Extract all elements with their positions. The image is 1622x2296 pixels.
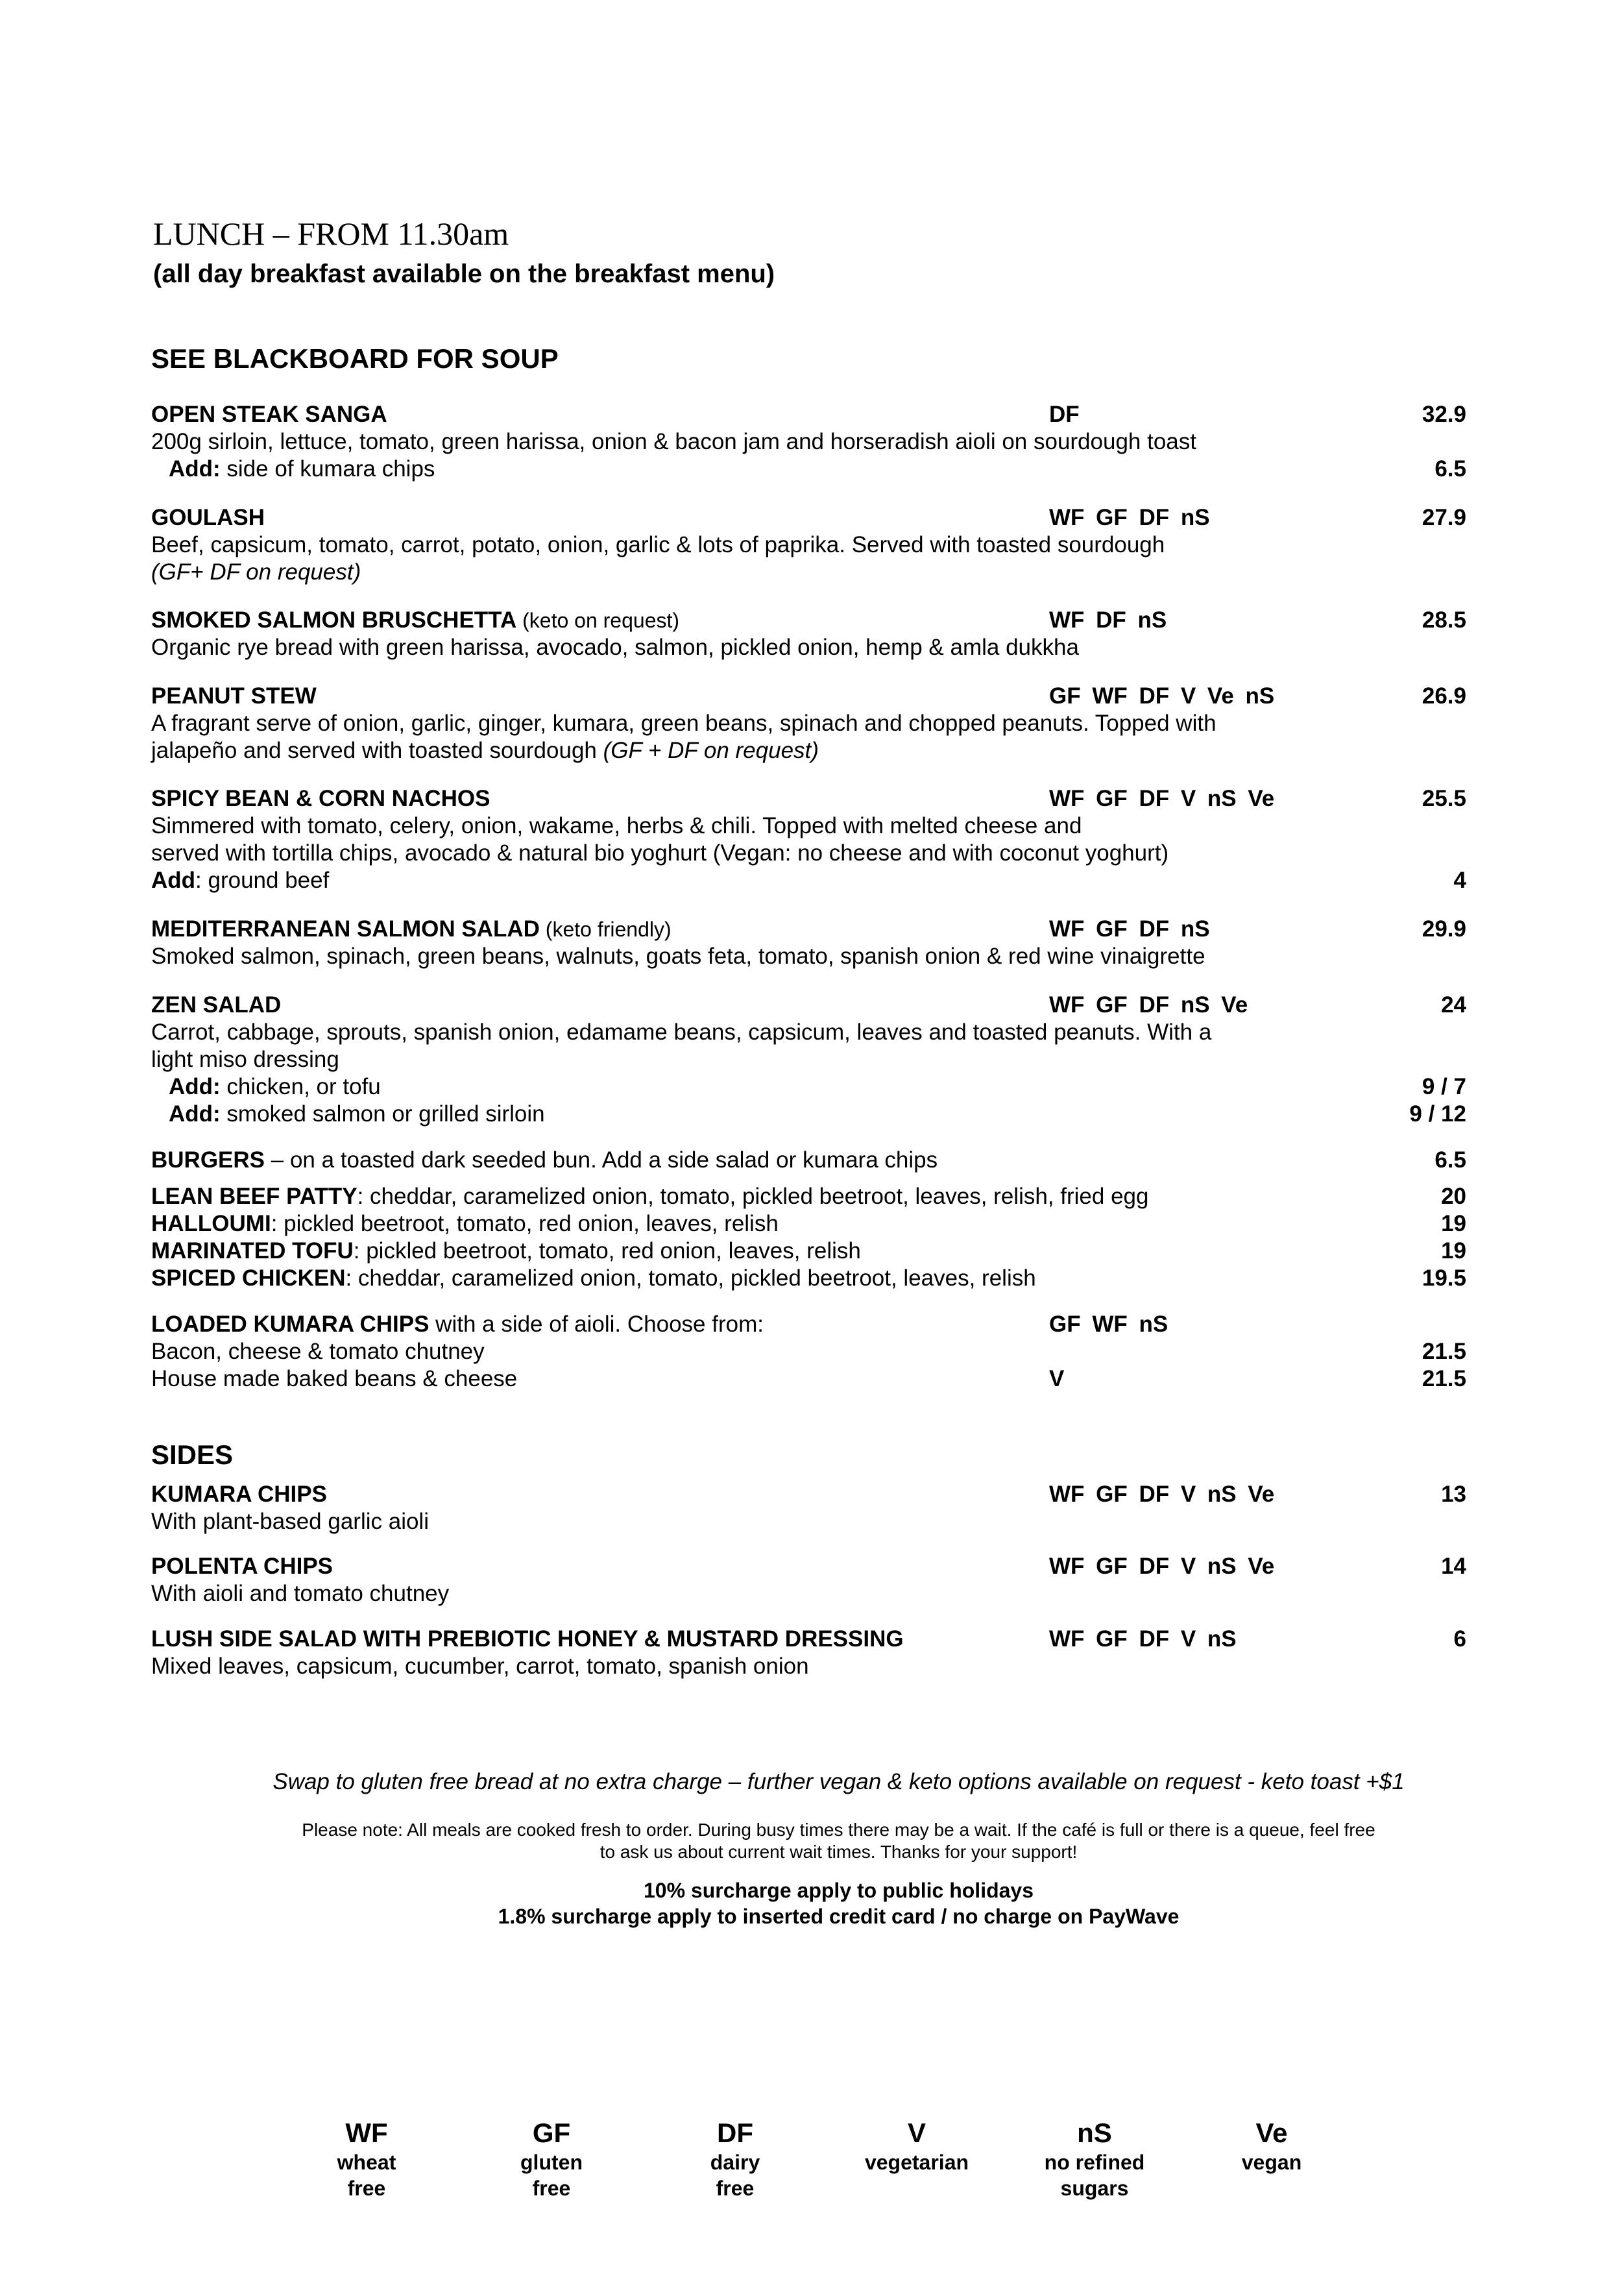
- item-name: LUSH SIDE SALAD WITH PREBIOTIC HONEY & MUSTARD DRESSING: [151, 1626, 904, 1652]
- item-price: 32.9: [1422, 402, 1466, 427]
- addon-text: smoked salmon or grilled sirloin: [220, 1101, 545, 1127]
- menu-item-zen-salad: [151, 992, 1466, 1128]
- legend-label-line1: no refined: [1044, 2151, 1145, 2174]
- item-note: (keto on request): [516, 609, 680, 632]
- item-description: 200g sirloin, lettuce, tomato, green harissa, onion & bacon jam and horseradish aioli on sourdough toast: [151, 429, 1196, 454]
- legend-code: WF: [345, 2118, 388, 2148]
- dietary-tags: WF GF DF V nS Ve: [1049, 1554, 1275, 1579]
- dietary-tags: WF GF DF V nS: [1049, 1626, 1237, 1652]
- menu-item-spicy-bean-corn-nachos: [151, 785, 1466, 894]
- legend-code: nS: [1077, 2118, 1112, 2148]
- burger-price: 20: [1441, 1184, 1466, 1209]
- menu-item-loaded-kumara-chips: [151, 1311, 1466, 1393]
- item-name: BURGERS: [151, 1147, 265, 1173]
- legend-item-ve: [1194, 2117, 1350, 2175]
- item-price: 6: [1453, 1626, 1466, 1652]
- item-addon: [151, 1073, 1466, 1101]
- item-price: 13: [1441, 1482, 1466, 1507]
- burger-option: [151, 1183, 1466, 1210]
- legend-label-line1: vegetarian: [864, 2151, 969, 2174]
- addon-price: 9 / 7: [1422, 1074, 1466, 1099]
- menu-title: LUNCH – FROM 11.30am: [153, 215, 509, 252]
- burger-option: [151, 1238, 1466, 1265]
- legend-item-gf: [474, 2117, 629, 2201]
- item-price: 6.5: [1434, 1147, 1466, 1173]
- credit-card-surcharge: 1.8% surcharge apply to inserted credit card / no charge on PayWave: [498, 1905, 1180, 1928]
- wait-time-line1: Please note: All meals are cooked fresh to order. During busy times there may be a wait. If the café is full or there is a queue, feel free: [302, 1820, 1375, 1840]
- addon-label: Add:: [169, 456, 221, 482]
- item-description: With plant-based garlic aioli: [151, 1509, 429, 1534]
- menu-item-smoked-salmon-bruschetta: [151, 607, 1466, 661]
- dietary-tags: WF GF DF nS Ve: [1049, 992, 1248, 1018]
- loaded-option: [151, 1338, 1466, 1365]
- item-price: 28.5: [1422, 607, 1466, 633]
- legend-item-wf: [289, 2117, 444, 2201]
- item-addon: [151, 867, 1466, 894]
- item-name: SMOKED SALMON BRUSCHETTA: [151, 607, 517, 633]
- dietary-tags: WF GF DF V nS Ve: [1049, 786, 1275, 811]
- item-name: MEDITERRANEAN SALMON SALAD: [151, 916, 540, 942]
- side-item-kumara-chips: [151, 1481, 1466, 1535]
- legend-code: GF: [532, 2118, 571, 2148]
- item-description: Simmered with tomato, celery, onion, wakame, herbs & chili. Topped with melted cheese and: [151, 813, 1082, 838]
- item-price: 24: [1441, 992, 1466, 1018]
- item-description-note: (GF+ DF on request): [151, 559, 361, 585]
- menu-item-mediterranean-salmon-salad: [151, 916, 1466, 970]
- item-addon: [151, 1101, 1466, 1128]
- legend-label-line1: vegan: [1241, 2151, 1302, 2174]
- legend-code: Ve: [1255, 2118, 1288, 2148]
- item-description: With aioli and tomato chutney: [151, 1581, 450, 1606]
- legend-label-line1: dairy: [710, 2151, 760, 2174]
- burger-text: : pickled beetroot, tomato, red onion, leaves, relish: [353, 1238, 861, 1264]
- legend-item-ns: [1017, 2117, 1172, 2201]
- legend-label-line1: wheat: [337, 2151, 396, 2174]
- item-description: Mixed leaves, capsicum, cucumber, carrot, tomato, spanish onion: [151, 1654, 809, 1679]
- burger-text: : cheddar, caramelized onion, tomato, pickled beetroot, leaves, relish, fried egg: [357, 1184, 1149, 1209]
- item-name: POLENTA CHIPS: [151, 1554, 333, 1579]
- addon-price: 9 / 12: [1409, 1101, 1466, 1127]
- option-tags: V: [1049, 1366, 1065, 1391]
- item-note: (keto friendly): [539, 918, 672, 941]
- item-description-line2: [151, 737, 1466, 764]
- item-description: Carrot, cabbage, sprouts, spanish onion, edamame beans, capsicum, leaves and toasted peanuts. With a: [151, 1020, 1212, 1045]
- wait-time-note: [0, 1819, 1622, 1863]
- item-name: PEANUT STEW: [151, 683, 317, 709]
- loaded-option: [151, 1365, 1466, 1393]
- dietary-tags: WF GF DF nS: [1049, 505, 1210, 530]
- burger-price: 19.5: [1422, 1265, 1466, 1291]
- sides-title: SIDES: [151, 1439, 234, 1470]
- dietary-tags: DF: [1049, 402, 1080, 427]
- item-price: 27.9: [1422, 505, 1466, 530]
- legend-label-line2: free: [532, 2177, 571, 2200]
- item-note: – on a toasted dark seeded bun. Add a side salad or kumara chips: [265, 1147, 938, 1173]
- item-description-line2: light miso dressing: [151, 1047, 339, 1072]
- addon-price: 6.5: [1434, 456, 1466, 482]
- item-name: KUMARA CHIPS: [151, 1482, 327, 1507]
- gluten-free-swap-note: Swap to gluten free bread at no extra charge – further vegan & keto options available on request - keto toast +$1: [272, 1769, 1405, 1794]
- item-name: OPEN STEAK SANGA: [151, 402, 387, 427]
- description-note: (GF + DF on request): [603, 738, 819, 763]
- burger-name: HALLOUMI: [151, 1211, 271, 1236]
- legend-code: V: [907, 2118, 926, 2148]
- addon-text: chicken, or tofu: [220, 1074, 381, 1099]
- item-price: 25.5: [1422, 786, 1466, 811]
- burger-text: : pickled beetroot, tomato, red onion, leaves, relish: [271, 1211, 779, 1236]
- option-text: Bacon, cheese & tomato chutney: [151, 1339, 485, 1364]
- burger-price: 19: [1441, 1211, 1466, 1236]
- side-item-polenta-chips: [151, 1553, 1466, 1607]
- dietary-tags: WF GF DF V nS Ve: [1049, 1482, 1275, 1507]
- burger-name: LEAN BEEF PATTY: [151, 1184, 357, 1209]
- surcharge-notice: [0, 1877, 1622, 1929]
- dietary-tags: GF WF nS: [1049, 1312, 1168, 1337]
- wait-time-line2: to ask us about current wait times. Thanks for your support!: [599, 1842, 1078, 1862]
- item-description: A fragrant serve of onion, garlic, ginger, kumara, green beans, spinach and chopped peanuts. Topped with: [151, 711, 1216, 736]
- item-price: 14: [1441, 1554, 1466, 1579]
- option-price: 21.5: [1422, 1366, 1466, 1391]
- legend-label-line2: sugars: [1060, 2177, 1129, 2200]
- menu-item-burgers: [151, 1147, 1466, 1292]
- legend-item-df: [657, 2117, 813, 2201]
- item-name: LOADED KUMARA CHIPS: [151, 1312, 430, 1337]
- soup-notice: SEE BLACKBOARD FOR SOUP: [151, 343, 559, 374]
- side-item-lush-side-salad: [151, 1626, 1466, 1680]
- addon-price: 4: [1453, 868, 1466, 893]
- item-note: with a side of aioli. Choose from:: [429, 1312, 764, 1337]
- dietary-tags: WF GF DF nS: [1049, 916, 1210, 942]
- burger-option: [151, 1265, 1466, 1292]
- item-description: Organic rye bread with green harissa, avocado, salmon, pickled onion, hemp & amla dukkha: [151, 635, 1079, 660]
- legend-item-v: [839, 2117, 995, 2175]
- item-price: 26.9: [1422, 683, 1466, 709]
- item-description: Beef, capsicum, tomato, carrot, potato, onion, garlic & lots of paprika. Served with toasted sourdough: [151, 532, 1165, 557]
- item-description-line2: served with tortilla chips, avocado & natural bio yoghurt (Vegan: no cheese and with coconut yoghurt): [151, 840, 1169, 866]
- addon-label: Add:: [169, 1101, 221, 1127]
- legend-label-line1: gluten: [520, 2151, 583, 2174]
- legend-label-line2: free: [347, 2177, 386, 2200]
- burger-option: [151, 1210, 1466, 1238]
- menu-item-open-steak-sanga: [151, 401, 1466, 483]
- menu-item-peanut-stew: [151, 683, 1466, 764]
- option-price: 21.5: [1422, 1339, 1466, 1364]
- item-name: SPICY BEAN & CORN NACHOS: [151, 786, 490, 811]
- menu-subtitle: (all day breakfast available on the breakfast menu): [153, 260, 775, 288]
- addon-label: Add: [151, 868, 196, 893]
- item-name: ZEN SALAD: [151, 992, 282, 1018]
- addon-label: Add:: [169, 1074, 221, 1099]
- legend-label-line2: free: [716, 2177, 755, 2200]
- legend-code: DF: [717, 2118, 753, 2148]
- dietary-tags: GF WF DF V Ve nS: [1049, 683, 1275, 709]
- description-text: jalapeño and served with toasted sourdough: [151, 738, 603, 763]
- menu-item-goulash: [151, 504, 1466, 586]
- item-addon: [151, 456, 1466, 483]
- item-price: 29.9: [1422, 916, 1466, 942]
- burger-text: : cheddar, caramelized onion, tomato, pickled beetroot, leaves, relish: [345, 1265, 1036, 1291]
- burger-name: SPICED CHICKEN: [151, 1265, 346, 1291]
- item-name: GOULASH: [151, 505, 265, 530]
- option-text: House made baked beans & cheese: [151, 1366, 518, 1391]
- burger-name: MARINATED TOFU: [151, 1238, 354, 1264]
- item-description: Smoked salmon, spinach, green beans, walnuts, goats feta, tomato, spanish onion & red wine vinaigrette: [151, 944, 1205, 969]
- addon-text: : ground beef: [195, 868, 330, 893]
- addon-text: side of kumara chips: [220, 456, 435, 482]
- burger-price: 19: [1441, 1238, 1466, 1264]
- dietary-tags: WF DF nS: [1049, 607, 1167, 633]
- holiday-surcharge: 10% surcharge apply to public holidays: [643, 1879, 1034, 1902]
